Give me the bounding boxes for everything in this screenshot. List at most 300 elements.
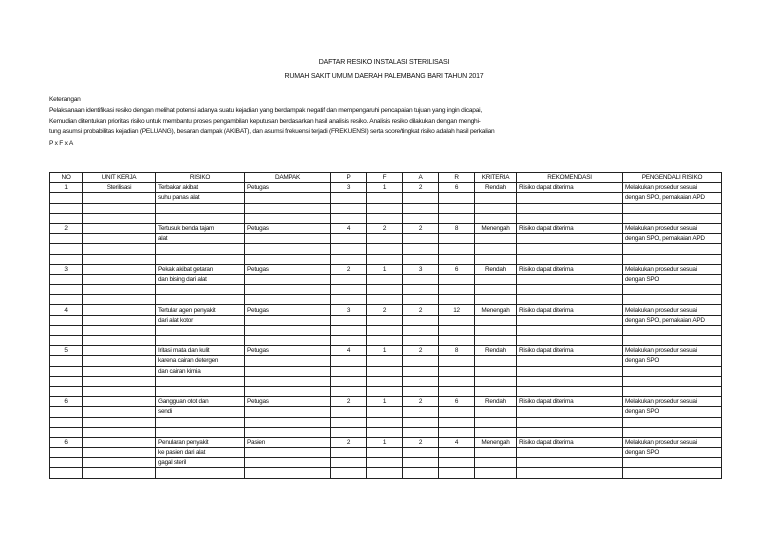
cell-empty <box>331 325 367 335</box>
cell-empty <box>623 254 722 264</box>
cell-kriteria: Rendah <box>475 397 517 407</box>
cell-empty <box>50 325 83 335</box>
cell-dampak <box>245 407 331 417</box>
cell-empty <box>475 244 517 254</box>
cell-no <box>50 458 83 468</box>
cell-risiko: dan cairan kimia <box>156 366 245 376</box>
cell-empty <box>331 244 367 254</box>
cell-empty <box>245 254 331 264</box>
cell-a: 2 <box>403 305 439 315</box>
cell-a: 2 <box>403 346 439 356</box>
cell-dampak <box>245 356 331 366</box>
cell-dampak <box>245 234 331 244</box>
cell-r <box>439 448 475 458</box>
cell-empty <box>517 376 623 386</box>
table-header-row <box>50 173 722 183</box>
cell-empty <box>623 244 722 254</box>
cell-f: 1 <box>367 264 403 274</box>
cell-kriteria <box>475 274 517 284</box>
cell-empty <box>623 203 722 213</box>
table-row <box>50 437 722 447</box>
cell-empty <box>331 336 367 346</box>
cell-empty <box>623 213 722 223</box>
cell-rekomendasi <box>517 407 623 417</box>
cell-r <box>439 193 475 203</box>
table-row <box>50 223 722 233</box>
cell-no <box>50 193 83 203</box>
cell-risiko: Pekak akibat getaran <box>156 264 245 274</box>
table-row <box>50 417 722 427</box>
cell-pengendali: Melakukan prosedur sesuai <box>623 264 722 274</box>
cell-a: 2 <box>403 183 439 193</box>
cell-p: 3 <box>331 305 367 315</box>
cell-empty <box>623 295 722 305</box>
cell-empty <box>50 427 83 437</box>
cell-kriteria: Rendah <box>475 264 517 274</box>
cell-empty <box>439 213 475 223</box>
cell-f <box>367 356 403 366</box>
cell-pengendali: dengan SPO <box>623 274 722 284</box>
cell-no <box>50 234 83 244</box>
cell-empty <box>156 244 245 254</box>
cell-empty <box>156 386 245 396</box>
cell-empty <box>245 213 331 223</box>
cell-unit <box>83 448 156 458</box>
cell-empty <box>439 295 475 305</box>
cell-empty <box>367 285 403 295</box>
cell-dampak: Pasien <box>245 437 331 447</box>
cell-empty <box>367 468 403 478</box>
cell-f <box>367 193 403 203</box>
cell-risiko: gagal steril <box>156 458 245 468</box>
cell-risiko: karena cairan detergen <box>156 356 245 366</box>
cell-risiko: sendi <box>156 407 245 417</box>
cell-empty <box>83 427 156 437</box>
cell-no <box>50 448 83 458</box>
cell-unit <box>83 234 156 244</box>
cell-empty <box>83 336 156 346</box>
cell-empty <box>245 203 331 213</box>
cell-empty <box>156 254 245 264</box>
cell-dampak <box>245 448 331 458</box>
table-row <box>50 295 722 305</box>
cell-p <box>331 315 367 325</box>
table-row <box>50 234 722 244</box>
cell-kriteria: Rendah <box>475 183 517 193</box>
cell-a: 2 <box>403 397 439 407</box>
cell-empty <box>367 295 403 305</box>
cell-kriteria <box>475 193 517 203</box>
cell-a <box>403 366 439 376</box>
table-row <box>50 325 722 335</box>
cell-pengendali: dengan SPO <box>623 356 722 366</box>
cell-no <box>50 407 83 417</box>
cell-empty <box>517 213 623 223</box>
cell-rekomendasi <box>517 193 623 203</box>
cell-f <box>367 448 403 458</box>
cell-empty <box>331 386 367 396</box>
cell-dampak: Petugas <box>245 223 331 233</box>
cell-empty <box>156 213 245 223</box>
cell-empty <box>475 203 517 213</box>
cell-pengendali: dengan SPO, pemakaian APD <box>623 193 722 203</box>
cell-p <box>331 448 367 458</box>
cell-empty <box>517 244 623 254</box>
cell-dampak: Petugas <box>245 264 331 274</box>
cell-r <box>439 366 475 376</box>
cell-empty <box>623 386 722 396</box>
cell-p: 2 <box>331 437 367 447</box>
cell-empty <box>156 417 245 427</box>
cell-risiko: Tertular agen penyakit <box>156 305 245 315</box>
cell-r <box>439 407 475 417</box>
cell-kriteria <box>475 234 517 244</box>
cell-empty <box>403 386 439 396</box>
cell-empty <box>331 203 367 213</box>
table-row <box>50 336 722 346</box>
table-row <box>50 376 722 386</box>
cell-a <box>403 274 439 284</box>
cell-p: 2 <box>331 397 367 407</box>
cell-empty <box>517 285 623 295</box>
notes-line: Kemudian ditentukan prioritas risiko untuk membantu proses pengambilan keputusan berdasarkan hasil analisis resiko. Analisis resiko dilakukan dengan menghi- <box>49 118 481 125</box>
cell-empty <box>403 213 439 223</box>
cell-unit <box>83 193 156 203</box>
cell-f: 1 <box>367 437 403 447</box>
table-row <box>50 448 722 458</box>
cell-pengendali: dengan SPO <box>623 448 722 458</box>
cell-risiko: suhu panas alat <box>156 193 245 203</box>
header-kriteria: KRITERIA <box>475 173 517 183</box>
cell-dampak <box>245 315 331 325</box>
table-row <box>50 458 722 468</box>
cell-empty <box>83 244 156 254</box>
cell-empty <box>50 417 83 427</box>
cell-empty <box>439 336 475 346</box>
cell-empty <box>331 376 367 386</box>
cell-empty <box>367 417 403 427</box>
cell-empty <box>517 427 623 437</box>
cell-empty <box>331 285 367 295</box>
cell-empty <box>439 427 475 437</box>
table-row <box>50 427 722 437</box>
cell-r: 6 <box>439 183 475 193</box>
cell-r: 8 <box>439 223 475 233</box>
cell-empty <box>156 336 245 346</box>
cell-empty <box>156 427 245 437</box>
cell-empty <box>475 427 517 437</box>
cell-pengendali: dengan SPO, pemakaian APD <box>623 315 722 325</box>
cell-no <box>50 356 83 366</box>
cell-empty <box>50 285 83 295</box>
cell-empty <box>156 295 245 305</box>
cell-p <box>331 366 367 376</box>
cell-empty <box>403 376 439 386</box>
header-r: R <box>439 173 475 183</box>
cell-empty <box>475 285 517 295</box>
cell-empty <box>245 325 331 335</box>
cell-kriteria <box>475 315 517 325</box>
cell-empty <box>50 203 83 213</box>
cell-empty <box>517 295 623 305</box>
cell-empty <box>50 213 83 223</box>
cell-empty <box>245 417 331 427</box>
cell-p: 2 <box>331 264 367 274</box>
cell-p: 4 <box>331 223 367 233</box>
cell-risiko: Terbakar akibat <box>156 183 245 193</box>
cell-empty <box>83 254 156 264</box>
cell-f <box>367 234 403 244</box>
cell-empty <box>623 417 722 427</box>
header-unit-kerja: UNIT KERJA <box>83 173 156 183</box>
cell-empty <box>517 254 623 264</box>
cell-kriteria: Menengah <box>475 305 517 315</box>
cell-f: 1 <box>367 346 403 356</box>
cell-p <box>331 458 367 468</box>
cell-risiko: Gangguan otot dan <box>156 397 245 407</box>
cell-empty <box>517 417 623 427</box>
cell-pengendali: dengan SPO <box>623 407 722 417</box>
cell-empty <box>83 376 156 386</box>
cell-empty <box>50 468 83 478</box>
cell-empty <box>439 254 475 264</box>
cell-pengendali: Melakukan prosedur sesuai <box>623 437 722 447</box>
cell-no: 6 <box>50 397 83 407</box>
table-row <box>50 356 722 366</box>
header-pengendali-risiko: PENGENDALI RISIKO <box>623 173 722 183</box>
table-row <box>50 386 722 396</box>
cell-unit <box>83 366 156 376</box>
cell-empty <box>403 336 439 346</box>
cell-p <box>331 193 367 203</box>
cell-no: 5 <box>50 346 83 356</box>
cell-kriteria <box>475 356 517 366</box>
cell-rekomendasi: Risiko dapat diterima <box>517 397 623 407</box>
cell-rekomendasi <box>517 274 623 284</box>
cell-rekomendasi: Risiko dapat diterima <box>517 264 623 274</box>
cell-p: 3 <box>331 183 367 193</box>
cell-rekomendasi <box>517 234 623 244</box>
cell-empty <box>245 285 331 295</box>
cell-empty <box>517 325 623 335</box>
cell-empty <box>367 244 403 254</box>
cell-no: 6 <box>50 437 83 447</box>
cell-empty <box>367 254 403 264</box>
cell-empty <box>517 386 623 396</box>
cell-r: 6 <box>439 397 475 407</box>
cell-unit <box>83 458 156 468</box>
cell-empty <box>439 376 475 386</box>
cell-p <box>331 274 367 284</box>
cell-empty <box>439 468 475 478</box>
notes-line: P x F x A <box>49 140 74 147</box>
cell-empty <box>403 427 439 437</box>
cell-pengendali: Melakukan prosedur sesuai <box>623 346 722 356</box>
cell-empty <box>83 386 156 396</box>
cell-empty <box>50 254 83 264</box>
document-title: DAFTAR RESIKO INSTALASI STERILISASI <box>318 59 450 66</box>
table-row <box>50 193 722 203</box>
table-row <box>50 183 722 193</box>
table-row <box>50 203 722 213</box>
table-row <box>50 254 722 264</box>
cell-pengendali: dengan SPO, pemakaian APD <box>623 234 722 244</box>
cell-kriteria: Rendah <box>475 346 517 356</box>
cell-r: 4 <box>439 437 475 447</box>
cell-a <box>403 356 439 366</box>
cell-empty <box>83 417 156 427</box>
cell-empty <box>475 376 517 386</box>
cell-empty <box>50 376 83 386</box>
cell-empty <box>50 386 83 396</box>
cell-rekomendasi: Risiko dapat diterima <box>517 437 623 447</box>
cell-a: 3 <box>403 264 439 274</box>
cell-empty <box>439 285 475 295</box>
cell-empty <box>331 254 367 264</box>
cell-empty <box>517 468 623 478</box>
cell-risiko: Tertusuk benda tajam <box>156 223 245 233</box>
cell-a: 2 <box>403 437 439 447</box>
cell-unit <box>83 397 156 407</box>
table-row <box>50 468 722 478</box>
cell-kriteria <box>475 366 517 376</box>
cell-empty <box>517 203 623 213</box>
cell-empty <box>403 203 439 213</box>
cell-unit <box>83 274 156 284</box>
cell-a <box>403 407 439 417</box>
cell-empty <box>475 213 517 223</box>
cell-r: 6 <box>439 264 475 274</box>
cell-pengendali: Melakukan prosedur sesuai <box>623 305 722 315</box>
cell-a <box>403 193 439 203</box>
table-row <box>50 305 722 315</box>
cell-empty <box>83 285 156 295</box>
risk-table <box>49 172 722 479</box>
notes-line: tung asumsi probabilitas kejadian (PELUANG), besaran dampak (AKIBAT), dan asumsi frekuensi terjadi (FREKUENSI) serta score/tingkat risiko adalah hasil perkalian <box>49 128 495 135</box>
cell-empty <box>83 468 156 478</box>
cell-empty <box>475 386 517 396</box>
cell-empty <box>245 376 331 386</box>
cell-rekomendasi <box>517 366 623 376</box>
cell-r <box>439 356 475 366</box>
cell-rekomendasi: Risiko dapat diterima <box>517 305 623 315</box>
table-row <box>50 213 722 223</box>
cell-p <box>331 234 367 244</box>
cell-no <box>50 274 83 284</box>
cell-empty <box>156 325 245 335</box>
cell-empty <box>331 468 367 478</box>
cell-empty <box>439 417 475 427</box>
cell-empty <box>83 325 156 335</box>
cell-empty <box>475 295 517 305</box>
table-row <box>50 244 722 254</box>
header-rekomendasi: REKOMENDASI <box>517 173 623 183</box>
cell-a <box>403 448 439 458</box>
cell-rekomendasi: Risiko dapat diterima <box>517 183 623 193</box>
cell-kriteria: Menengah <box>475 437 517 447</box>
cell-empty <box>50 336 83 346</box>
document-subtitle: RUMAH SAKIT UMUM DAERAH PALEMBANG BARI TAHUN 2017 <box>284 73 484 80</box>
cell-empty <box>517 336 623 346</box>
cell-no <box>50 315 83 325</box>
cell-no: 2 <box>50 223 83 233</box>
cell-risiko: dari alat kotor <box>156 315 245 325</box>
cell-unit <box>83 305 156 315</box>
cell-pengendali <box>623 366 722 376</box>
cell-f: 2 <box>367 305 403 315</box>
cell-unit <box>83 437 156 447</box>
cell-rekomendasi <box>517 356 623 366</box>
cell-empty <box>156 203 245 213</box>
cell-dampak: Petugas <box>245 183 331 193</box>
cell-empty <box>623 336 722 346</box>
cell-empty <box>245 336 331 346</box>
cell-r <box>439 234 475 244</box>
cell-empty <box>623 468 722 478</box>
cell-empty <box>156 468 245 478</box>
cell-unit: Sterilisasi <box>83 183 156 193</box>
cell-empty <box>367 376 403 386</box>
cell-unit <box>83 315 156 325</box>
cell-empty <box>623 285 722 295</box>
cell-dampak <box>245 458 331 468</box>
cell-rekomendasi <box>517 458 623 468</box>
cell-empty <box>367 203 403 213</box>
cell-rekomendasi: Risiko dapat diterima <box>517 346 623 356</box>
cell-empty <box>475 468 517 478</box>
header-p: P <box>331 173 367 183</box>
cell-dampak <box>245 274 331 284</box>
cell-empty <box>83 213 156 223</box>
cell-empty <box>83 295 156 305</box>
cell-r <box>439 458 475 468</box>
table-row <box>50 274 722 284</box>
cell-r <box>439 315 475 325</box>
cell-empty <box>403 325 439 335</box>
cell-risiko: dan bising dari alat <box>156 274 245 284</box>
cell-p <box>331 407 367 417</box>
cell-pengendali: Melakukan prosedur sesuai <box>623 223 722 233</box>
cell-empty <box>331 417 367 427</box>
cell-no: 1 <box>50 183 83 193</box>
cell-empty <box>245 427 331 437</box>
cell-pengendali <box>623 458 722 468</box>
cell-f: 1 <box>367 397 403 407</box>
table-row <box>50 397 722 407</box>
table-row <box>50 407 722 417</box>
cell-empty <box>403 417 439 427</box>
header-risiko: RISIKO <box>156 173 245 183</box>
cell-kriteria <box>475 458 517 468</box>
table-row <box>50 285 722 295</box>
cell-empty <box>403 295 439 305</box>
cell-empty <box>403 244 439 254</box>
cell-f <box>367 407 403 417</box>
cell-empty <box>245 468 331 478</box>
cell-r: 8 <box>439 346 475 356</box>
cell-empty <box>156 376 245 386</box>
cell-dampak: Petugas <box>245 305 331 315</box>
cell-empty <box>623 427 722 437</box>
cell-a <box>403 458 439 468</box>
cell-empty <box>367 427 403 437</box>
cell-empty <box>331 427 367 437</box>
cell-empty <box>156 285 245 295</box>
risk-table-body <box>50 183 722 478</box>
header-f: F <box>367 173 403 183</box>
cell-no: 3 <box>50 264 83 274</box>
cell-dampak: Petugas <box>245 346 331 356</box>
